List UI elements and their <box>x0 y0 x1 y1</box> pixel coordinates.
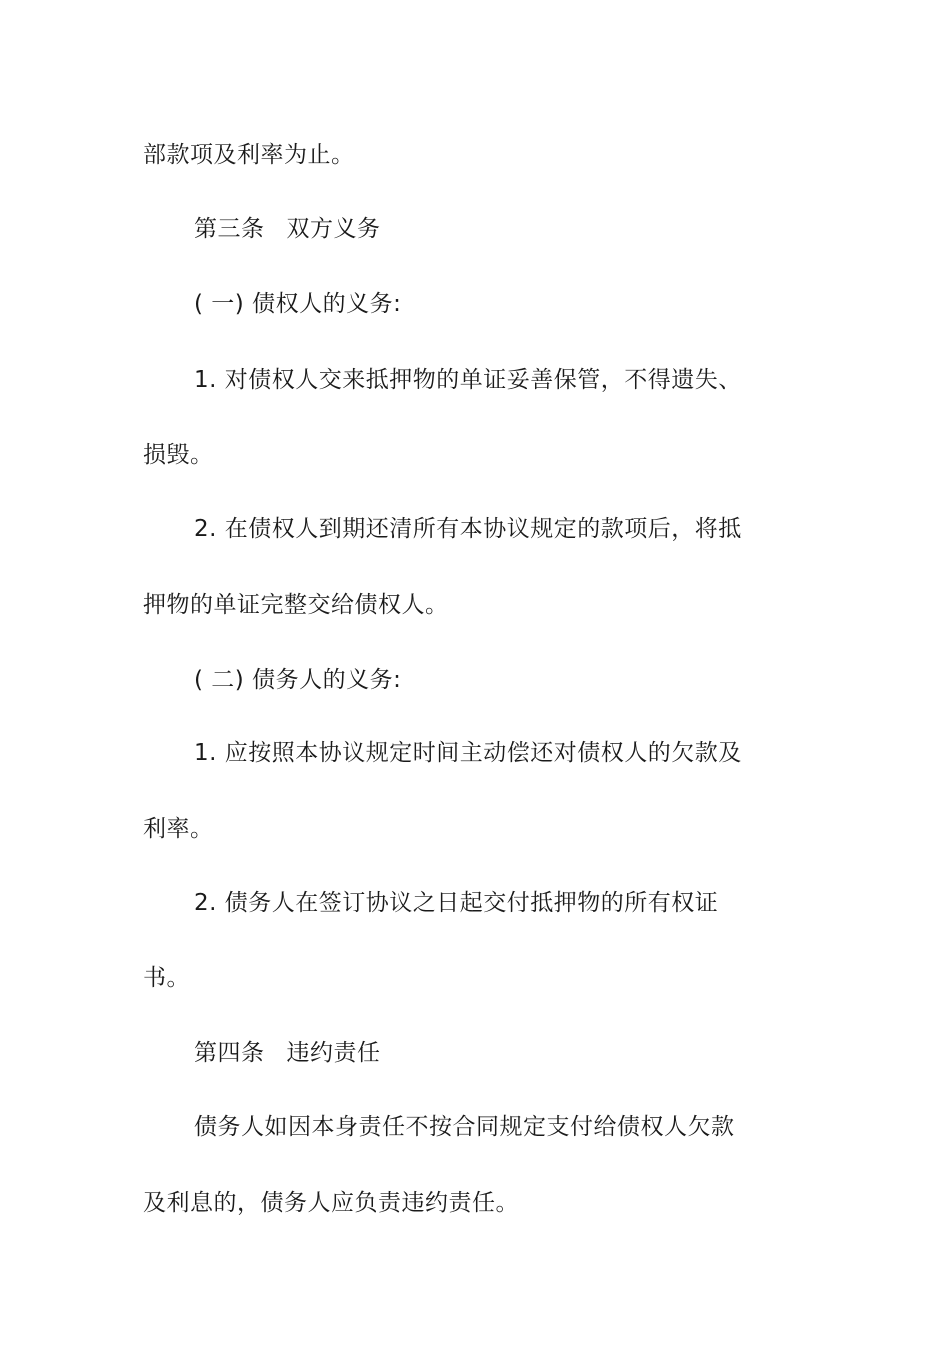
text-line: 2. 债务人在签订协议之日起交付抵押物的所有权证 <box>194 890 719 916</box>
text-line: 债务人如因本身责任不按合同规定支付给债权人欠款 <box>194 1114 735 1140</box>
text-line: 1. 对债权人交来抵押物的单证妥善保管，不得遗失、 <box>194 367 742 393</box>
article-number: 第四条 <box>194 1040 265 1066</box>
text-line: 1. 应按照本协议规定时间主动偿还对债权人的欠款及 <box>194 740 742 766</box>
article-heading <box>194 1038 381 1068</box>
text-line: 2. 在债权人到期还清所有本协议规定的款项后，将抵 <box>194 516 742 542</box>
text-line: 及利息的，债务人应负责违约责任。 <box>143 1190 519 1216</box>
article-heading <box>194 214 381 244</box>
text-line: 损毁。 <box>143 442 214 468</box>
section-heading: ( 二) 债务人的义务: <box>194 667 402 693</box>
article-title: 双方义务 <box>286 216 381 242</box>
article-number: 第三条 <box>194 216 265 242</box>
article-title: 违约责任 <box>286 1040 381 1066</box>
text-line: 部款项及利率为止。 <box>143 142 355 168</box>
section-heading: ( 一) 债权人的义务: <box>194 291 402 317</box>
text-line: 书。 <box>143 965 190 991</box>
text-line: 利率。 <box>143 816 214 842</box>
text-line: 押物的单证完整交给债权人。 <box>143 592 449 618</box>
